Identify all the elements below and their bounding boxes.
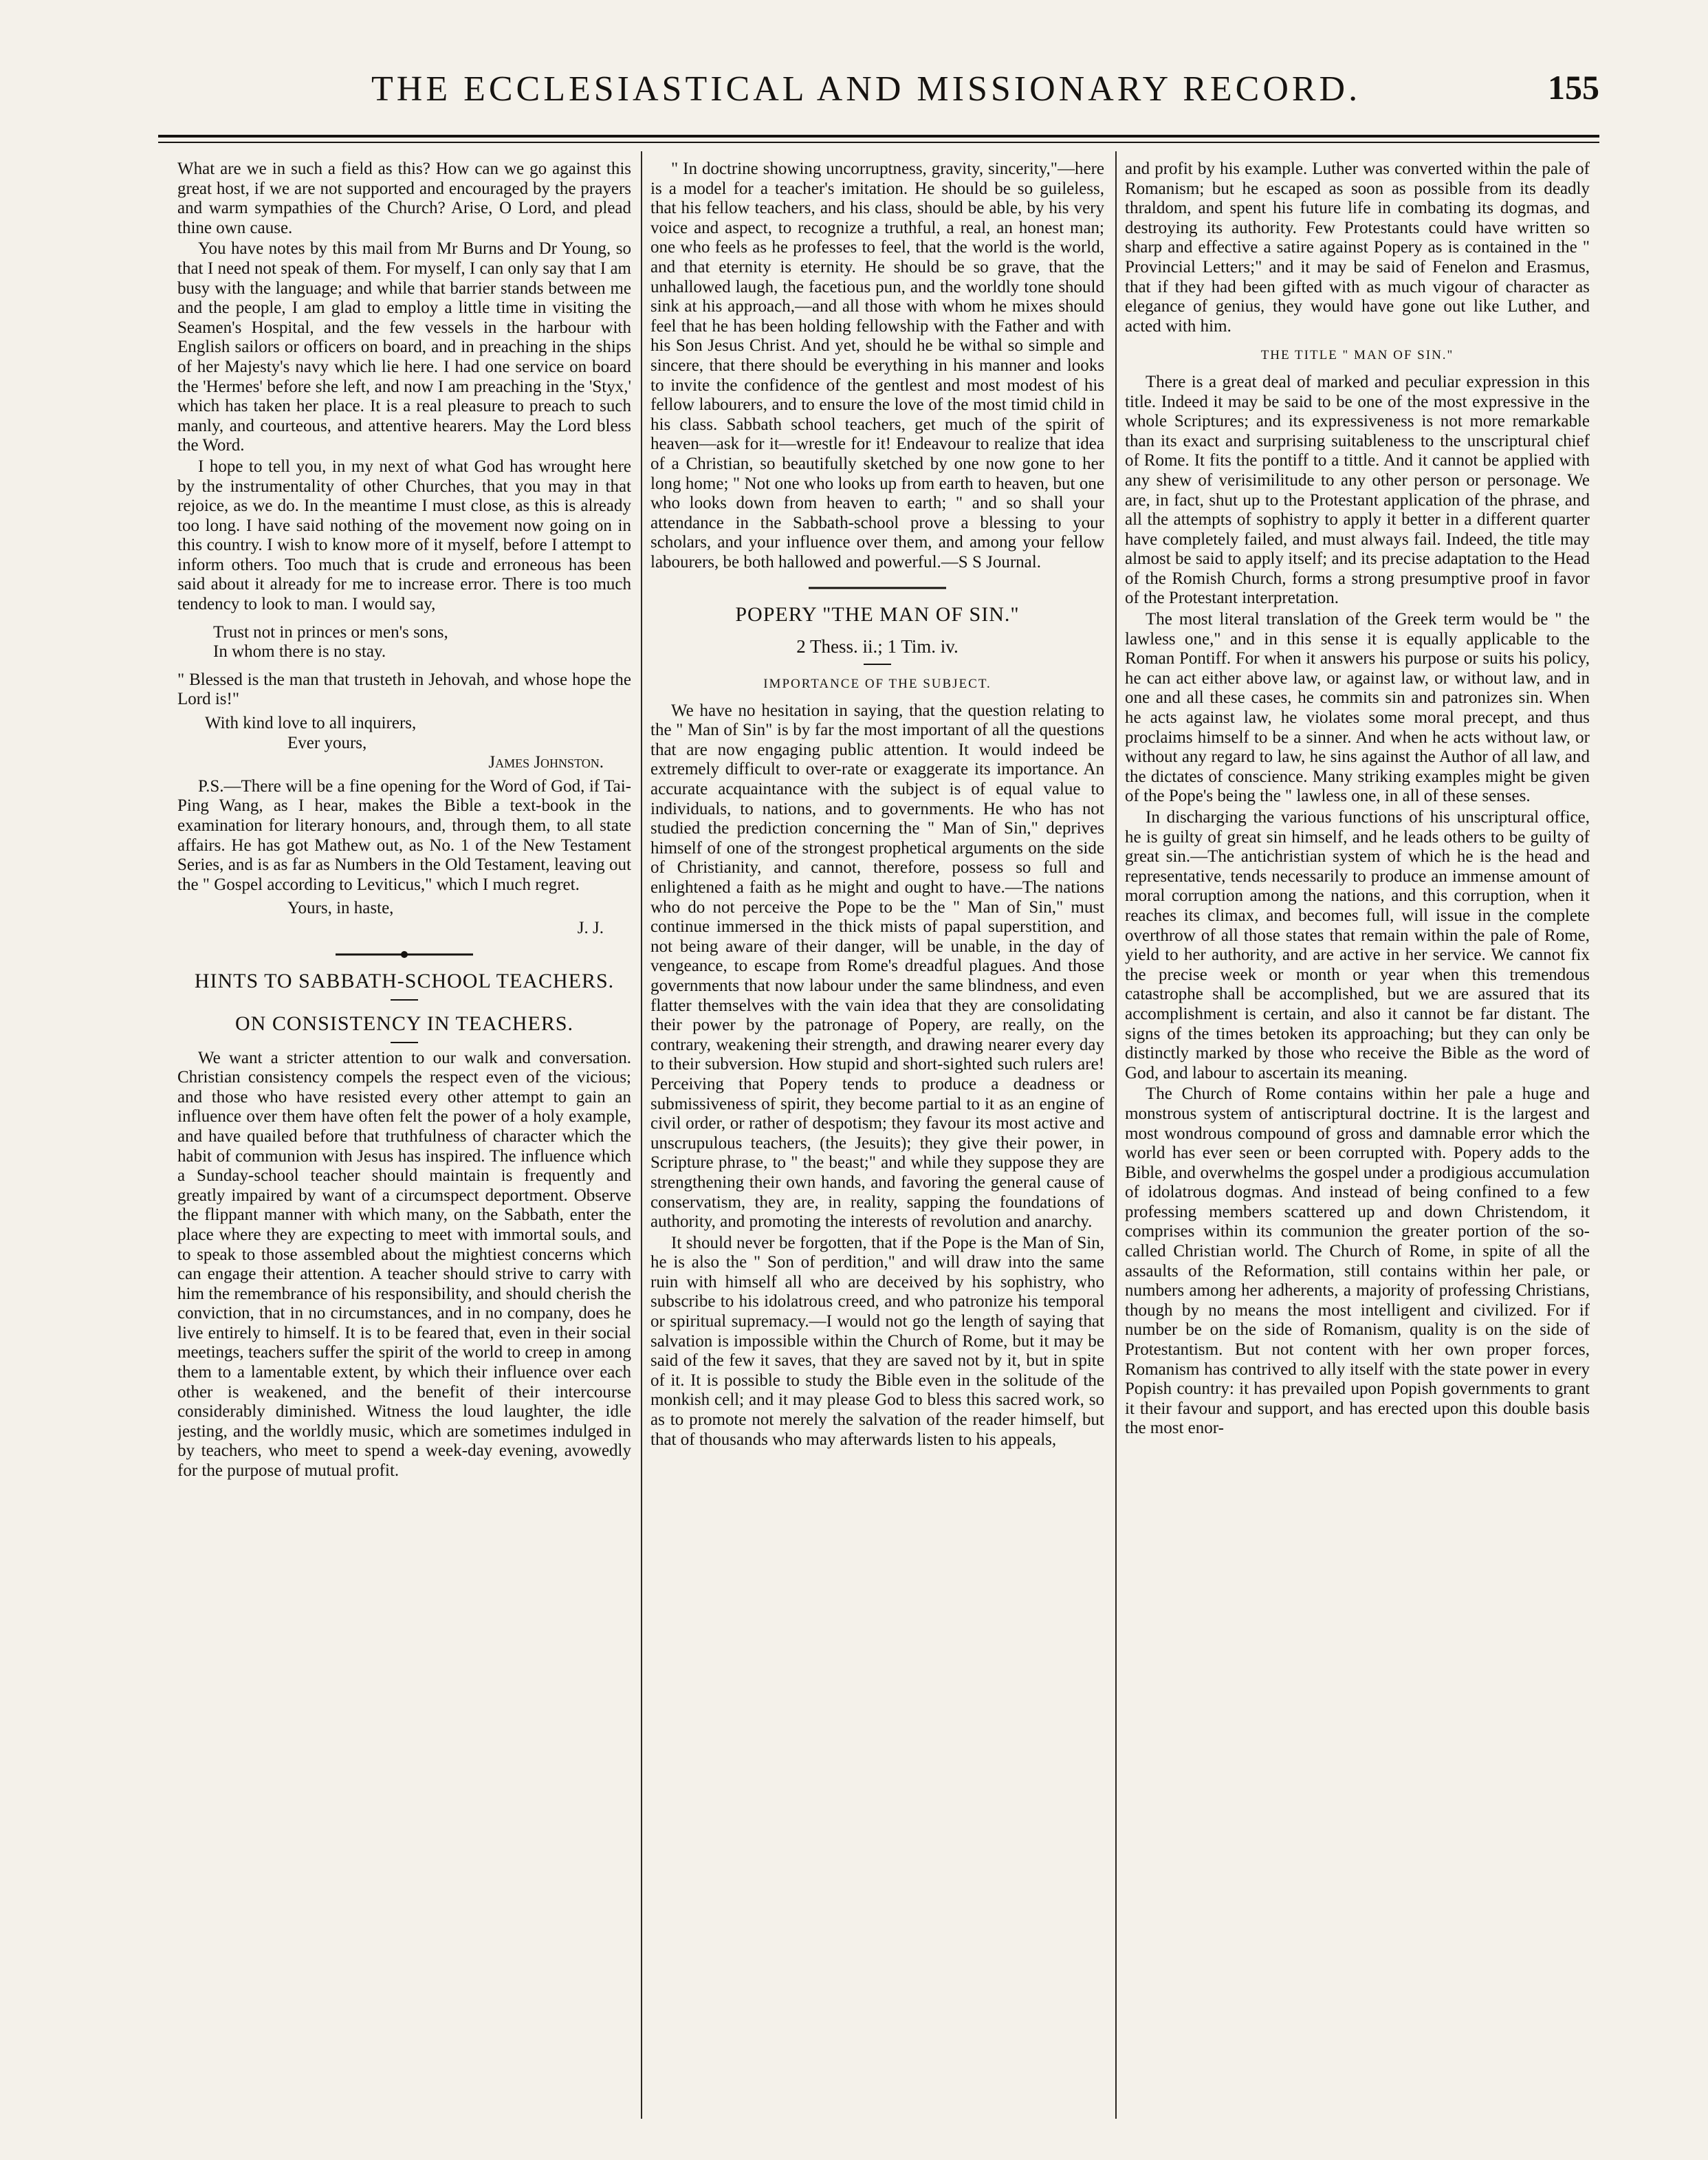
article-paragraph: We have no hesitation in saying, that the question relating to the " Man of Sin" is by far the most important of all the questions that are now engaging public attention. It would indeed be extremely difficult to over-rate or exaggerate its importance. An accurate acquaintance with the subject is of equal value to individuals, to nations, and to governments. He who has not studied the prediction concerning the " Man of Sin," deprives himself of one of the strongest prophetical arguments on the side of Christianity, and cannot, therefore, possess so full and enlightened a faith as he might and ought to have.—The nations who do not perceive the Pope to be the " Man of Sin," must continue immersed in the thick mists of papal superstition, and not being aware of their danger, will be unable, in the day of vengeance, to escape from Rome's dreadful plagues. And those governments that now labour under the same blindness, and even flatter themselves with the vain idea that they are consolidating their power by the patronage of Popery, are really, on the contrary, weakening their strength, and drawing nearer every day to their subversion. How stupid and short-sighted such rulers are! Perceiving that Popery tends to produce a deadness or submissiveness of spirit, they become partial to it as an engine of civil order, or rather of despotism; they favour its most active and unscrupulous teachers, (the Jesuits); they give their power, in Scripture phrase, to " the beast;" and while they suppose they are strengthening their own hands, and favoring the general cause of conservatism, they are, in reality, sapping the foundations of authority, and promoting the interests of revolution and anarchy. [650,701,1104,1232]
page-header [158,63,1599,118]
column-divider [641,151,642,2119]
column-divider [1115,151,1117,2119]
scripture-references: 2 Thess. ii.; 1 Tim. iv. [796,636,959,657]
article-paragraph: It should never be forgotten, that if the Pope is the Man of Sin, he is also the " Son of perdition," and will draw into the same ruin with himself all who are deceived by his sophistry, who subscribe to his idolatrous creed, and who patronize his temporal or spiritual supremacy.—I would not go the length of saying that salvation is impossible within the Church of Rome, but it may be said of the few it saves, that they are saved not by it, but in spite of it. It is possible to study the Bible even in the solitude of the monkish cell; and it may please God to bless this sacred work, so as to promote not merely the salvation of the reader himself, but that of thousands who may afterwards listen to his appeals, [650,1233,1104,1449]
page-number: 155 [1548,68,1599,107]
short-rule [391,1042,418,1043]
postscript-closing [177,899,631,938]
letter-closing [177,714,631,773]
article-paragraph: The most literal translation of the Greek term would be " the lawless one," and in this sense it is equally applicable to the Roman Pontiff. For when it answers his purpose or suits his policy, he can act either above law, or against law, or without law, and in one and all these cases, he commits sin and patronizes sin. When he acts against law, he violates some moral precept, and thus proclaims himself to be a sinner. And when he acts without law, or without any regard to law, he sins against the Author of all law, and the dictates of conscience. Many striking examples might be given of the Pope's being the " lawless one, in all of these senses. [1125,610,1590,806]
header-rule [158,135,1599,138]
column-1 [177,160,631,2105]
closing-line: Yours, in haste, [287,899,394,918]
running-head: THE ECCLESIASTICAL AND MISSIONARY RECORD. [371,69,1361,109]
short-rule [864,664,891,665]
section-ornament [809,585,946,591]
article-subheading: ON CONSISTENCY IN TEACHERS. [234,1012,574,1035]
article-heading: POPERY "THE MAN OF SIN." [735,603,1020,626]
article-paragraph: There is a great deal of marked and peculiar expression in this title. Indeed it may be said to be one of the most expressive in the whole Scriptures; and its expressiveness is not more remarkable than its exact and surprising suitableness to the unscriptural chief of Rome. It fits the pontiff to a tittle. And it cannot be applied with any shew of verisimilitude to any other person or personage. We are, in fact, shut up to the Protestant application of the phrase, and all the attempts of sophistry to apply it better in a different quarter have completely failed, and must always fail. Indeed, the title may almost be said to apply itself; and its precise adaptation to the Head of the Romish Church, forms a strong presumptive proof in favor of the Protestant interpretation. [1125,372,1590,608]
letter-paragraph: You have notes by this mail from Mr Burns and Dr Young, so that I need not speak of them. For myself, I can only say that I am busy with the language; and while that barrier stands between me and the people, I am glad to employ a little time in visiting the Seamen's Hospital, and the few vessels in the harbour with English sailors or officers on board, and in preaching in the ships of her Majesty's navy which lie here. I had one service on board the 'Hermes' before she left, and now I am preaching in the 'Styx,' which has taken her place. It is a real pleasure to preach to such manly, and courteous, and attentive hearers. May the Lord bless the Word. [177,239,631,455]
article-heading: HINTS TO SABBATH-SCHOOL TEACHERS. [194,969,615,992]
article-paragraph: The Church of Rome contains within her pale a huge and monstrous system of antiscriptural doctrine. It is the largest and most wondrous compound of gross and damnable error which the world has ever seen or been corrupted with. Popery adds to the Bible, and overwhelms the gospel under a prodigious accumulation of idolatrous dogmas. And instead of being confined to a few professing members scattered up and down Christendom, it comprises within its communion the greater portion of the so-called Christian world. The Church of Rome, in spite of all the assaults of the Reformation, still contains within her pale, or numbers among her adherents, a majority of professing Christians, though by no means the most intelligent and civilized. For if number be on the side of Romanism, quality is on the side of Protestantism. But not content with her own proper forces, Romanism has contrived to ally itself with the state power in every Popish country: it has prevailed upon Popish governments to grant it their favour and support, and has erected upon this double basis the most enor- [1125,1084,1590,1438]
short-rule [391,999,418,1001]
section-subheading: THE TITLE " MAN OF SIN." [1260,348,1454,363]
closing-line: Ever yours, [287,733,367,752]
verse-line: In whom there is no stay. [213,642,386,662]
header-rule-thin [158,142,1599,143]
postscript: P.S.—There will be a fine opening for the Word of God, if Tai-Ping Wang, as I hear, makes the Bible a text-book in the examination for literary honours, and, through them, to all state affairs. He has got Mathew out, as No. 1 of the New Testament Series, and is as far as Numbers in the Old Testament, leaving out the " Gospel according to Leviticus," which I much regret. [177,776,631,894]
signature: James Johnston. [488,753,604,772]
article-paragraph: We want a stricter attention to our walk and conversation. Christian consistency compels the respect even of the vicious; and those who have resisted every other attempt to gain an influence over them have often felt the power of a holy example, and have quailed before that truthfulness of character which the habit of communion with Jesus has inspired. The influence which a Sunday-school teacher should maintain is frequently and greatly impaired by want of a circumspect deportment. Observe the flippant manner with which many, on the Sabbath, enter the place where they are expecting to meet with immortal souls, and to speak to those assembled about the mightiest concerns which can engage their attention. A teacher should strive to carry with him the remembrance of his responsibility, and should cherish the conviction, that in no circumstances, and in no company, does he live entirely to himself. It is to be feared that, even in their social meetings, teachers suffer the spirit of the world to creep in among them to a lamentable extent, by which their influence over each other is weakened, and the benefit of their intercourse considerably diminished. Witness the loud laughter, the idle jesting, and the worldly music, which are sometimes indulged in by teachers, who meet to spend a week-day evening, avowedly for the purpose of mutual profit. [177,1048,631,1481]
section-ornament [336,951,473,958]
article-paragraph: In discharging the various functions of his unscriptural office, he is guilty of great sin himself, and he leads others to be guilty of great sin.—The antichristian system of which he is the head and representative, tends necessarily to produce an immense amount of moral corruption among the nations, and this corruption, when it reaches its climax, and becomes full, will issue in the complete overthrow of all those states that remain within the pale of Rome, yield to her authority, and are active in her service. We cannot fix the precise week or month or year when this tremendous catastrophe shall be accomplished, but we are assured that its accomplishment is certain, and also it cannot be far distant. The signs of the times betoken its approaching; but they can only be distinctly marked by those who receive the Bible as the word of God, and labour to ascertain its meaning. [1125,808,1590,1082]
scripture-quote: " Blessed is the man that trusteth in Jehovah, and whose hope the Lord is!" [177,670,631,709]
section-subheading: IMPORTANCE OF THE SUBJECT. [763,677,992,692]
initials: J. J. [577,918,604,937]
column-2 [650,160,1104,2105]
article-paragraph: " In doctrine showing uncorruptness, gravity, sincerity,"—here is a model for a teacher's imitation. He should be so guileless, that his fellow teachers, and his class, should be able, by his very voice and aspect, to recognize a truthful, a real, an honest man; one who feels as he professes to feel, that the world is the world, and that eternity is eternity. He should be so grave, that the unhallowed laugh, the facetious pun, and the worldly tone should sink at his approach,—and all those with whom he mixes should feel that he has been holding fellowship with the Father and with his Son Jesus Christ. And yet, should he be withal so simple and sincere, that there should be everything in his manner and looks to invite the confidence of the gentlest and most modest of his fellow labourers, and to ensure the love of the most timid child in his class. Sabbath school teachers, get much of the spirit of heaven—ask for it—wrestle for it! Endeavour to realize that idea of a Christian, so beautifully sketched by one now gone to her long home; " Not one who looks up from earth to heaven, but one who looks down from heaven to earth; " and so shall your attendance in the Sabbath-school prove a blessing to your scholars, and your influence over them, and among your fellow labourers, be both hallowed and powerful.—S S Journal. [650,160,1104,571]
article-paragraph: and profit by his example. Luther was converted within the pale of Romanism; but he escaped as soon as possible from its deadly thraldom, and spent his future life in combating its dogmas, and destroying its authority. Few Protestants could have written so sharp and effective a satire against Popery as is contained in the " Provincial Letters;" and it may be said of Fenelon and Erasmus, that if they had been gifted with as much vigour of character as elegance of genius, they would have gone out like Luther, and acted with him. [1125,160,1590,336]
column-3 [1125,160,1590,2105]
verse-quote [213,623,631,662]
letter-paragraph: I hope to tell you, in my next of what God has wrought here by the instrumentality of other Churches, that you may in that rejoice, as we do. In the meantime I must close, as this is already too long. I have said nothing of the movement now going on in this country. I wish to know more of it myself, before I attempt to inform others. Too much that is crude and erroneous has been said about it already for me to increase error. There is too much tendency to look to man. I would say, [177,457,631,614]
letter-paragraph: What are we in such a field as this? How can we go against this great host, if we are not supported and encouraged by the prayers and warm sympathies of the Church? Arise, O Lord, and plead thine own cause. [177,160,631,237]
closing-line: With kind love to all inquirers, [205,714,417,733]
verse-line: Trust not in princes or men's sons, [213,622,448,642]
